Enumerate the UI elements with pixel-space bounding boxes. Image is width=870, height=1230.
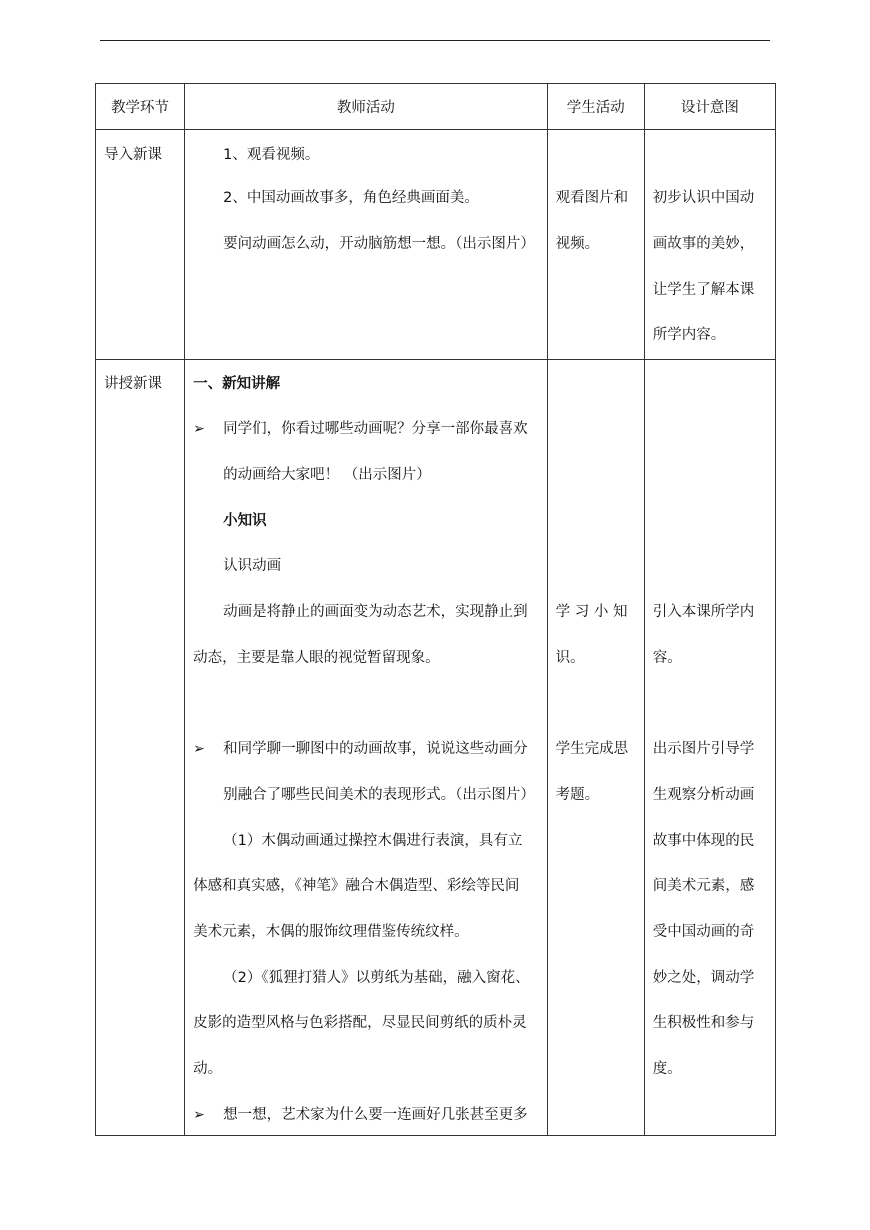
intent-line: 故事中体现的民 [652, 833, 755, 849]
teacher-line: 别融合了哪些民间美术的表现形式。（出示图片） [223, 787, 535, 803]
intent-line: 度。 [652, 1061, 682, 1077]
teacher-line: 1、观看视频。 [223, 147, 320, 163]
section-heading: 一、新知讲解 [193, 376, 281, 392]
teacher-line: 动态，主要是靠人眼的视觉暂留现象。 [193, 650, 440, 666]
student-activity-cell [547, 360, 644, 1136]
teacher-line: 的动画给大家吧！ （出示图片） [223, 467, 431, 483]
teacher-line: 2、中国动画故事多，角色经典画面美。 [223, 190, 479, 206]
bullet-icon: ➢ [193, 421, 205, 437]
student-line: 学生完成思 [555, 741, 629, 757]
bullet-icon: ➢ [193, 741, 205, 757]
student-line: 识。 [555, 650, 585, 666]
teacher-line: 体感和真实感，《神笔》融合木偶造型、彩绘等民间 [193, 878, 520, 894]
intent-line: 妙之处，调动学 [652, 970, 755, 986]
stage-label: 讲授新课 [104, 376, 162, 392]
lesson-plan-table [95, 83, 776, 1136]
design-intent-cell [644, 130, 775, 360]
student-line: 视频。 [555, 236, 600, 252]
teacher-line: 皮影的造型风格与色彩搭配，尽显民间剪纸的质朴灵 [193, 1015, 527, 1031]
intent-line: 间美术元素，感 [652, 878, 755, 894]
stage-cell [96, 130, 185, 360]
intent-line: 生积极性和参与 [652, 1015, 755, 1031]
stage-cell [96, 360, 185, 1136]
intent-line: 容。 [652, 650, 682, 666]
header-stage: 教学环节 [96, 84, 185, 130]
teacher-line: 认识动画 [223, 558, 282, 574]
intent-line: 让学生了解本课 [652, 282, 755, 298]
teacher-line: 和同学聊一聊图中的动画故事，说说这些动画分 [223, 741, 528, 757]
teacher-line: 想一想，艺术家为什么要一连画好几张甚至更多 [223, 1107, 528, 1123]
teacher-line: 美术元素，木偶的服饰纹理借鉴传统纹样。 [193, 924, 469, 940]
intent-line: 引入本课所学内 [652, 604, 755, 620]
teacher-line: 动。 [193, 1061, 223, 1077]
tip-heading: 小知识 [223, 513, 267, 529]
bullet-icon: ➢ [193, 1107, 205, 1123]
intent-line: 初步认识中国动 [652, 190, 755, 206]
teacher-activity-cell [185, 130, 548, 360]
header-teacher-activity: 教师活动 [185, 84, 548, 130]
student-line: 观看图片和 [555, 190, 629, 206]
header-student-activity: 学生活动 [547, 84, 644, 130]
table-header-row [96, 84, 776, 130]
stage-label: 导入新课 [104, 147, 162, 163]
intent-line: 出示图片引导学 [652, 741, 755, 757]
intent-line: 所学内容。 [652, 327, 726, 343]
intent-line: 生观察分析动画 [652, 787, 755, 803]
table-row [96, 360, 776, 1136]
student-line: 学 习 小 知 [555, 604, 628, 620]
teacher-activity-cell [185, 360, 548, 1136]
student-activity-cell [547, 130, 644, 360]
design-intent-cell [644, 360, 775, 1136]
teacher-line: 同学们，你看过哪些动画呢？分享一部你最喜欢 [223, 421, 528, 437]
intent-line: 画故事的美妙， [652, 236, 755, 252]
student-line: 考题。 [555, 787, 600, 803]
header-rule [100, 40, 770, 41]
table-row [96, 130, 776, 360]
intent-line: 受中国动画的奇 [652, 924, 755, 940]
header-design-intent: 设计意图 [644, 84, 775, 130]
teacher-line: （1）木偶动画通过操控木偶进行表演，具有立 [223, 833, 523, 849]
teacher-line: （2）《狐狸打猎人》以剪纸为基础，融入窗花、 [223, 970, 530, 986]
teacher-line: 动画是将静止的画面变为动态艺术，实现静止到 [223, 604, 528, 620]
teacher-line: 要问动画怎么动，开动脑筋想一想。（出示图片） [223, 236, 535, 252]
